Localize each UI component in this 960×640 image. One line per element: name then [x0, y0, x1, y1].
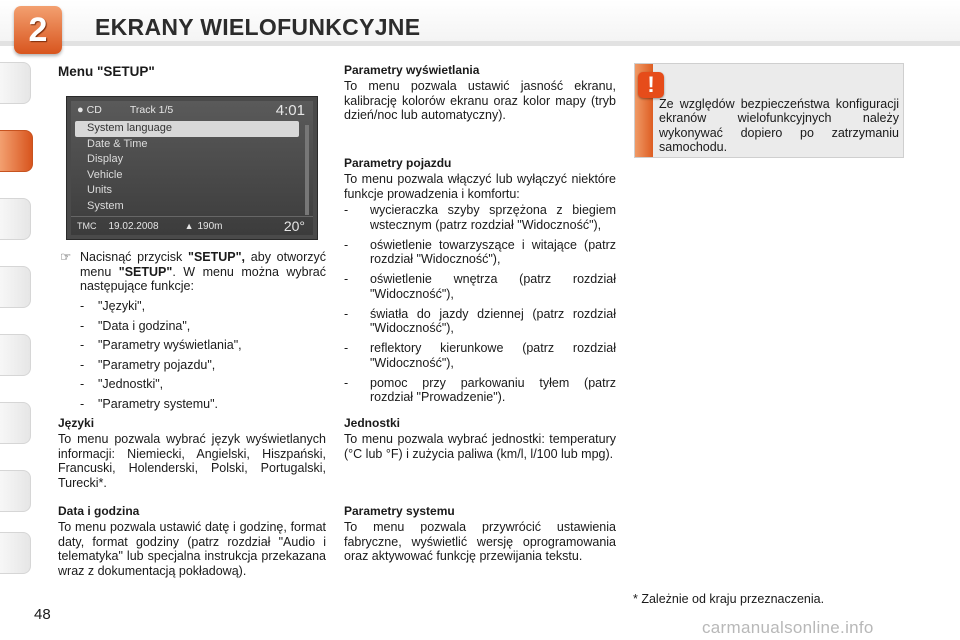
screen-date: 19.02.2008 [108, 220, 159, 232]
instruction-text-post: . W menu można wybrać następujące funkcje: [80, 264, 326, 293]
list-item: - oświetlenie towarzyszące i witające (patrz rozdział "Widoczność"), [344, 237, 616, 266]
screen-menu-item-system-language: System language [75, 121, 299, 137]
instruction-setup-button: "SETUP", [188, 250, 246, 264]
setup-instruction [60, 250, 326, 294]
instruction-text-mid: aby otworzyć menu [80, 250, 326, 279]
list-item: - światła do jazdy dziennej (patrz rozdział "Widoczność"), [344, 306, 616, 335]
display-screen-illustration [66, 96, 318, 240]
screen-bottom-bar [71, 216, 313, 235]
display-settings-text: To menu pozwala ustawić jasność ekranu, kalibrację kolorów ekranu oraz kolor mapy (tryb dzień/noc lub automatyczny). [344, 79, 616, 122]
section-title-date-time: Data i godzina [58, 504, 140, 518]
screen-source-label: CD [86, 104, 102, 116]
list-item: - pomoc przy parkowaniu tyłem (patrz rozdział "Prowadzenie"). [344, 375, 616, 404]
screen-menu-item-system: System [87, 199, 124, 212]
watermark: carmanualsonline.info [702, 618, 874, 637]
system-settings-text: To menu pozwala przywrócić ustawienia fabryczne, wyświetlić wersję oprogramowania oraz aktywować funkcję przewijania tekstu. [344, 520, 616, 563]
list-item: - reflektory kierunkowe (patrz rozdział "Widoczność"), [344, 341, 616, 370]
chapter-tab-1[interactable] [0, 62, 31, 104]
chapter-tab-4[interactable] [0, 266, 31, 308]
screen-status-bar [71, 101, 313, 119]
screen-menu-item-units: Units [87, 184, 113, 196]
screen-clock: 4:01 [275, 101, 305, 119]
safety-warning-box [634, 63, 904, 158]
display-screen-content [71, 101, 313, 235]
chapter-number-badge: 2 [14, 6, 62, 54]
warning-text: Ze względów bezpieczeństwa konfiguracji ekranów wielofunkcyjnych należy wykonywać dopiero po zatrzymaniu samochodu. [659, 96, 899, 154]
list-item: - "Parametry wyświetlania", [80, 338, 242, 352]
section-title-languages: Języki [58, 416, 95, 430]
chapter-tab-7[interactable] [0, 470, 31, 512]
chapter-tab-3[interactable] [0, 198, 31, 240]
section-title-display-settings: Parametry wyświetlania [344, 63, 480, 77]
screen-altitude: 190m [197, 220, 223, 232]
page-number: 48 [34, 606, 51, 623]
altitude-icon: ▲ [184, 221, 194, 231]
setup-functions-list [80, 299, 330, 416]
footnote: * Zależnie od kraju przeznaczenia. [633, 592, 825, 606]
screen-menu-list [75, 121, 299, 214]
screen-menu-item-vehicle: Vehicle [87, 168, 123, 181]
chapter-tab-5[interactable] [0, 334, 31, 376]
section-title-system-settings: Parametry systemu [344, 504, 455, 518]
hand-pointer-icon: ☞ [60, 250, 72, 264]
vehicle-functions-list [344, 203, 616, 410]
instruction-setup-menu: "SETUP" [118, 264, 173, 279]
chapter-tab-8[interactable] [0, 532, 31, 574]
screen-menu-item-display: Display [87, 153, 124, 165]
list-item: - "Języki", [80, 299, 146, 313]
vehicle-settings-text: To menu pozwala włączyć lub wyłączyć niektóre funkcje prowadzenia i komfortu: [344, 172, 616, 201]
chapter-tabs [0, 62, 34, 572]
section-title-units: Jednostki [344, 416, 401, 430]
chapter-tab-2-active[interactable] [0, 130, 33, 172]
chapter-tab-6[interactable] [0, 402, 31, 444]
list-item: - wycieraczka szyby sprzężona z biegiem wstecznym (patrz rozdział "Widoczność"), [344, 203, 616, 232]
list-item: - oświetlenie wnętrza (patrz rozdział "Widoczność"), [344, 272, 616, 301]
languages-text: To menu pozwala wybrać język wyświetlanych informacji: Niemiecki, Angielski, Hiszpański, Francuski, Holenderski, Polski, Portugalski, Turecki*. [58, 432, 326, 490]
warning-exclamation-icon: ! [638, 72, 664, 98]
screen-track-label: Track 1/5 [129, 104, 174, 116]
list-item: - "Data i godzina", [80, 318, 191, 333]
screen-scrollbar [305, 125, 309, 215]
page-title: EKRANY WIELOFUNKCYJNE [95, 14, 421, 40]
list-item: - "Jednostki", [80, 377, 164, 391]
cd-source-icon: ● [77, 104, 84, 116]
list-item: - "Parametry systemu". [80, 396, 219, 411]
screen-tmc-label: TMC [77, 221, 97, 231]
screen-menu-item-date-time: Date & Time [87, 137, 148, 150]
list-item: - "Parametry pojazdu", [80, 357, 216, 372]
header-rule [0, 41, 960, 46]
units-text: To menu pozwala wybrać jednostki: temperatury (°C lub °F) i zużycia paliwa (km/l, l/100 lub mpg). [344, 432, 616, 461]
instruction-text-pre: Nacisnąć przycisk [80, 250, 189, 264]
date-time-text: To menu pozwala ustawić datę i godzinę, format daty, format godziny (patrz rozdział "Audio i telematyka" lub specjalna instrukcja przekazana wraz z dokumentacją pokładową). [58, 520, 326, 578]
section-title-vehicle-settings: Parametry pojazdu [344, 156, 452, 170]
section-title-setup-menu: Menu "SETUP" [58, 64, 155, 79]
screen-temperature: 20° [283, 218, 305, 234]
